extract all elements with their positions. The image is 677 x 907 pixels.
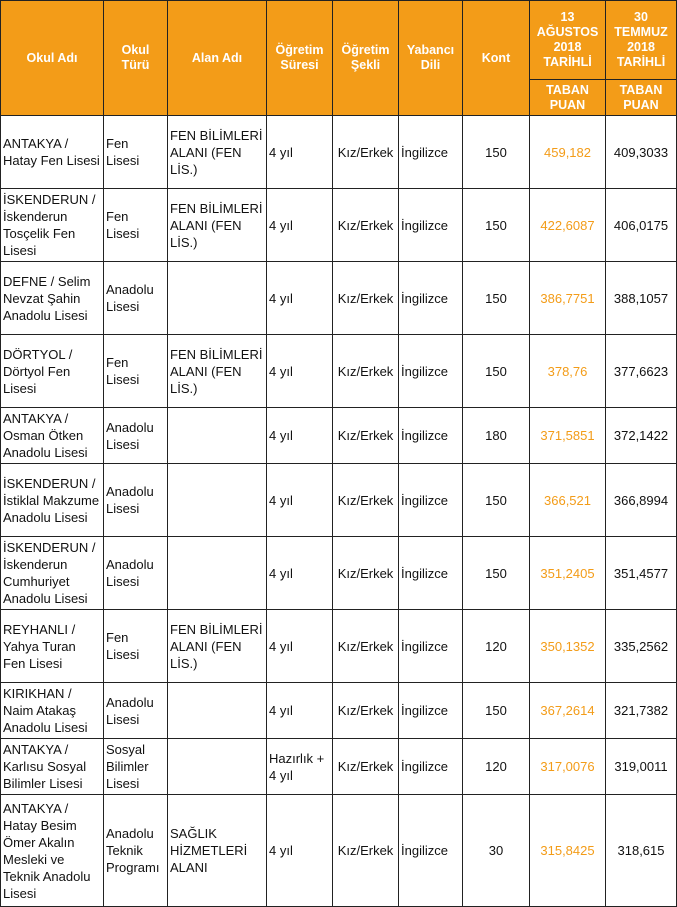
cell-puan-aug: 317,0076 [530,739,606,795]
cell-puan-aug: 459,182 [530,116,606,189]
cell-okul: İSKENDERUN / İskenderun Cumhuriyet Anadolu Lisesi [1,537,104,610]
table-row [1,683,677,739]
cell-puan-jul: 335,2562 [606,610,677,683]
cell-tur: Fen Lisesi [104,335,168,408]
table-row [1,795,677,907]
cell-puan-aug: 366,521 [530,464,606,537]
cell-sure: 4 yıl [267,683,333,739]
col-ogretim-suresi: Öğretim Süresi [267,1,333,116]
cell-alan: FEN BİLİMLERİ ALANI (FEN LİS.) [168,189,267,262]
col-date-aug: 13 AĞUSTOS 2018 TARİHLİ [530,1,606,80]
cell-tur: Anadolu Lisesi [104,464,168,537]
cell-sure: 4 yıl [267,795,333,907]
cell-sure: 4 yıl [267,116,333,189]
cell-kont: 150 [463,537,530,610]
cell-alan: FEN BİLİMLERİ ALANI (FEN LİS.) [168,116,267,189]
cell-sekil: Kız/Erkek [333,116,399,189]
table-row [1,262,677,335]
cell-tur: Anadolu Lisesi [104,408,168,464]
cell-sekil: Kız/Erkek [333,262,399,335]
cell-sure: 4 yıl [267,610,333,683]
cell-okul: İSKENDERUN / İstiklal Makzume Anadolu Lisesi [1,464,104,537]
cell-puan-jul: 406,0175 [606,189,677,262]
cell-puan-jul: 321,7382 [606,683,677,739]
cell-tur: Anadolu Teknik Programı [104,795,168,907]
cell-dil: İngilizce [399,795,463,907]
cell-dil: İngilizce [399,610,463,683]
cell-tur: Anadolu Lisesi [104,262,168,335]
table-row [1,335,677,408]
cell-tur: Anadolu Lisesi [104,537,168,610]
cell-okul: İSKENDERUN / İskenderun Tosçelik Fen Lisesi [1,189,104,262]
cell-kont: 180 [463,408,530,464]
cell-kont: 150 [463,683,530,739]
cell-puan-aug: 371,5851 [530,408,606,464]
cell-dil: İngilizce [399,408,463,464]
col-okul-turu: Okul Türü [104,1,168,116]
cell-puan-aug: 386,7751 [530,262,606,335]
col-kont: Kont [463,1,530,116]
cell-alan: SAĞLIK HİZMETLERİ ALANI [168,795,267,907]
cell-puan-jul: 318,615 [606,795,677,907]
cell-sekil: Kız/Erkek [333,537,399,610]
cell-puan-jul: 372,1422 [606,408,677,464]
cell-dil: İngilizce [399,537,463,610]
col-ogretim-sekli: Öğretim Şekli [333,1,399,116]
cell-tur: Sosyal Bilimler Lisesi [104,739,168,795]
cell-puan-jul: 319,0011 [606,739,677,795]
cell-kont: 150 [463,464,530,537]
cell-okul: DÖRTYOL / Dörtyol Fen Lisesi [1,335,104,408]
cell-tur: Fen Lisesi [104,116,168,189]
cell-dil: İngilizce [399,189,463,262]
cell-puan-jul: 377,6623 [606,335,677,408]
cell-okul: ANTAKYA / Osman Ötken Anadolu Lisesi [1,408,104,464]
cell-kont: 30 [463,795,530,907]
cell-puan-aug: 350,1352 [530,610,606,683]
cell-sekil: Kız/Erkek [333,739,399,795]
cell-tur: Fen Lisesi [104,189,168,262]
cell-alan [168,262,267,335]
table-body [1,116,677,907]
table-row [1,537,677,610]
cell-sure: 4 yıl [267,537,333,610]
cell-alan [168,739,267,795]
table-row [1,739,677,795]
cell-sekil: Kız/Erkek [333,408,399,464]
table-row [1,116,677,189]
cell-puan-jul: 351,4577 [606,537,677,610]
cell-dil: İngilizce [399,335,463,408]
cell-sekil: Kız/Erkek [333,464,399,537]
cell-alan [168,408,267,464]
cell-sekil: Kız/Erkek [333,610,399,683]
col-yabanci-dili: Yabancı Dili [399,1,463,116]
col-okul-adi: Okul Adı [1,1,104,116]
cell-kont: 120 [463,739,530,795]
cell-alan [168,537,267,610]
table-row [1,464,677,537]
table-row [1,189,677,262]
cell-alan: FEN BİLİMLERİ ALANI (FEN LİS.) [168,335,267,408]
cell-kont: 150 [463,335,530,408]
table-row [1,408,677,464]
col-date-jul: 30 TEMMUZ 2018 TARİHLİ [606,1,677,80]
cell-kont: 150 [463,116,530,189]
cell-puan-aug: 422,6087 [530,189,606,262]
table-row [1,610,677,683]
cell-alan [168,683,267,739]
cell-sure: Hazırlık + 4 yıl [267,739,333,795]
col-taban-puan-jul: TABAN PUAN [606,80,677,116]
cell-tur: Anadolu Lisesi [104,683,168,739]
cell-puan-aug: 367,2614 [530,683,606,739]
cell-sekil: Kız/Erkek [333,335,399,408]
cell-okul: REYHANLI / Yahya Turan Fen Lisesi [1,610,104,683]
cell-kont: 150 [463,262,530,335]
cell-sure: 4 yıl [267,189,333,262]
cell-dil: İngilizce [399,262,463,335]
cell-sekil: Kız/Erkek [333,189,399,262]
cell-sure: 4 yıl [267,464,333,537]
cell-alan: FEN BİLİMLERİ ALANI (FEN LİS.) [168,610,267,683]
cell-dil: İngilizce [399,464,463,537]
cell-puan-jul: 409,3033 [606,116,677,189]
cell-sekil: Kız/Erkek [333,683,399,739]
cell-tur: Fen Lisesi [104,610,168,683]
cell-puan-jul: 366,8994 [606,464,677,537]
cell-puan-jul: 388,1057 [606,262,677,335]
cell-okul: ANTAKYA / Hatay Besim Ömer Akalın Mesleki ve Teknik Anadolu Lisesi [1,795,104,907]
cell-kont: 120 [463,610,530,683]
cell-dil: İngilizce [399,683,463,739]
cell-okul: KIRIKHAN / Naim Atakaş Anadolu Lisesi [1,683,104,739]
cell-okul: ANTAKYA / Hatay Fen Lisesi [1,116,104,189]
cell-puan-aug: 378,76 [530,335,606,408]
cell-okul: DEFNE / Selim Nevzat Şahin Anadolu Lisesi [1,262,104,335]
cell-sekil: Kız/Erkek [333,795,399,907]
cell-puan-aug: 351,2405 [530,537,606,610]
header-row [1,1,677,80]
cell-okul: ANTAKYA / Karlısu Sosyal Bilimler Lisesi [1,739,104,795]
cell-kont: 150 [463,189,530,262]
cell-alan [168,464,267,537]
cell-sure: 4 yıl [267,262,333,335]
cell-puan-aug: 315,8425 [530,795,606,907]
col-taban-puan-aug: TABAN PUAN [530,80,606,116]
cell-sure: 4 yıl [267,335,333,408]
cell-dil: İngilizce [399,116,463,189]
cell-dil: İngilizce [399,739,463,795]
cell-sure: 4 yıl [267,408,333,464]
col-alan-adi: Alan Adı [168,1,267,116]
